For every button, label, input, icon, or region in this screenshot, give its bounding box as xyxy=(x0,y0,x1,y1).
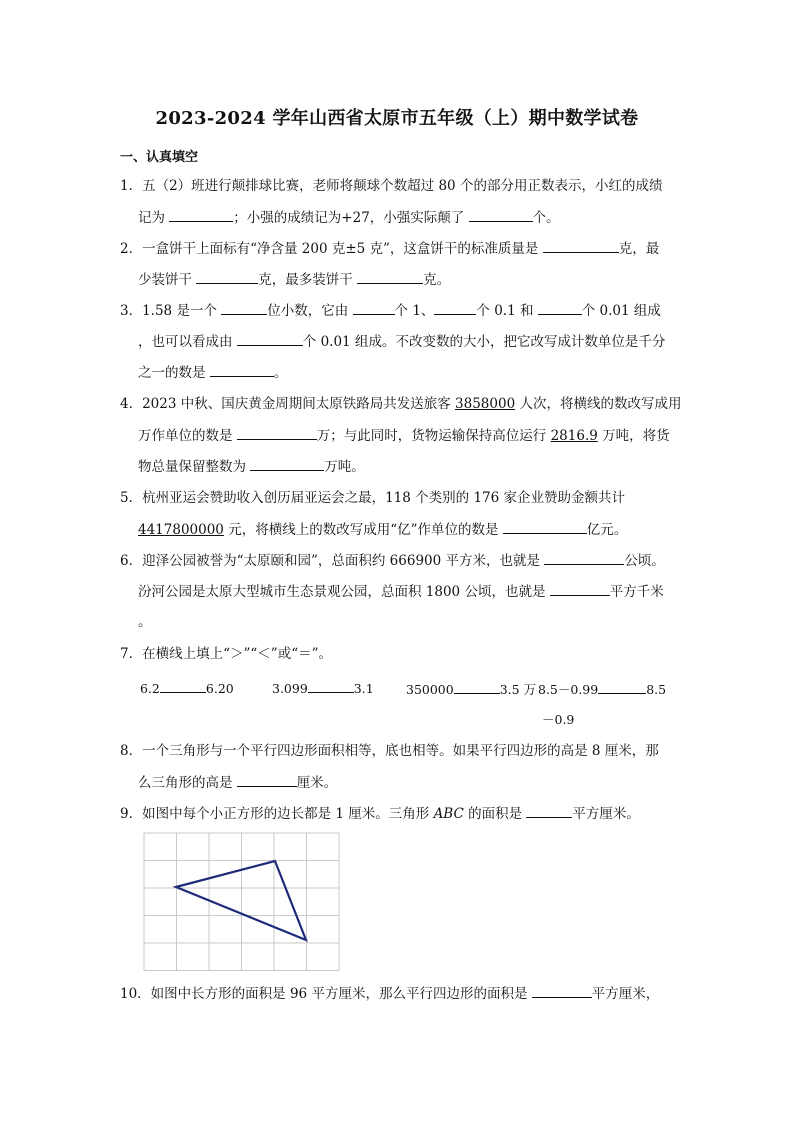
q7-compare-1: 6.2 6.20 xyxy=(140,681,234,696)
q1-line2: 记为 ；小强的成绩记为+27，小强实际颠了 个。 xyxy=(138,207,560,228)
q4-blank1[interactable] xyxy=(237,425,317,440)
grid-triangle-svg xyxy=(143,832,343,972)
q4-line3: 物总量保留整数为 万吨。 xyxy=(138,456,365,477)
q9-line1: 9．如图中每个小正方形的边长都是 1 厘米。三角形 ABC 的面积是 平方厘米。 xyxy=(120,803,640,824)
q4-line2: 万作单位的数是 万；与此同时，货物运输保持高位运行 2816.9 万吨，将货 xyxy=(138,425,670,446)
q2-line1: 2．一盒饼干上面标有“净含量 200 克±5 克”，这盒饼干的标准质量是 克，最 xyxy=(120,238,659,259)
q10-blank1[interactable] xyxy=(532,983,592,998)
q8-line2: 么三角形的高是 厘米。 xyxy=(138,772,337,793)
q3-blank1[interactable] xyxy=(221,300,267,315)
q3-line3: 之一的数是 。 xyxy=(138,362,287,383)
q7-blank2[interactable] xyxy=(308,680,354,693)
q2-line2: 少装饼干 克，最多装饼干 克。 xyxy=(138,269,450,290)
page-title: 2023-2024 学年山西省太原市五年级（上）期中数学试卷 xyxy=(155,108,639,129)
q7-blank1[interactable] xyxy=(160,680,206,693)
q7-compare-4-cont: －0.9 xyxy=(542,712,575,727)
q5-blank1[interactable] xyxy=(503,519,587,534)
q2-blank3[interactable] xyxy=(357,269,423,284)
q3-blank2[interactable] xyxy=(353,300,395,315)
q6-line1: 6．迎泽公园被誉为“太原颐和园”，总面积约 666900 平方米，也就是 公顷。 xyxy=(120,550,665,571)
q7-compare-3: 350000 3.5 万 xyxy=(406,682,537,697)
q7-compare-4: 8.5－0.99 8.5 xyxy=(538,682,667,697)
q7-blank4[interactable] xyxy=(598,681,646,694)
q2-blank2[interactable] xyxy=(196,269,258,284)
q3-line1: 3．1.58 是一个 位小数，它由 个 1、 个 0.1 和 个 0.01 组成 xyxy=(120,300,661,321)
q3-line2: ，也可以看成由 个 0.01 组成。不改变数的大小，把它改写成计数单位是千分 xyxy=(138,331,665,352)
q7-line1: 7．在横线上填上“＞”“＜”或“＝”。 xyxy=(120,646,332,662)
q6-line3: 。 xyxy=(138,614,152,630)
q5-line1: 5．杭州亚运会赞助收入创历届亚运会之最，118 个类别的 176 家企业赞助金额共计 xyxy=(120,490,625,506)
q1-blank2[interactable] xyxy=(469,207,533,222)
q3-blank5[interactable] xyxy=(237,331,303,346)
q9-blank1[interactable] xyxy=(526,803,572,818)
q1-line1: 1．五（2）班进行颠排球比赛，老师将颠球个数超过 80 个的部分用正数表示，小红的成绩 xyxy=(120,178,663,194)
section-heading: 一、认真填空 xyxy=(120,150,199,165)
q4-blank2[interactable] xyxy=(250,456,324,471)
q8-blank1[interactable] xyxy=(237,772,297,787)
q1-blank1[interactable] xyxy=(169,207,233,222)
q3-blank4[interactable] xyxy=(538,300,582,315)
q8-line1: 8．一个三角形与一个平行四边形面积相等，底也相等。如果平行四边形的高是 8 厘米，那 xyxy=(120,743,659,759)
q5-line2: 4417800000 元，将横线上的数改写成用“亿”作单位的数是 亿元。 xyxy=(138,519,627,540)
q6-line2: 汾河公园是太原大型城市生态景观公园，总面积 1800 公顷，也就是 平方千米 xyxy=(138,581,664,602)
grid-triangle-figure xyxy=(143,832,343,972)
q3-blank6[interactable] xyxy=(210,362,274,377)
q3-blank3[interactable] xyxy=(434,300,476,315)
q7-compare-2: 3.099 3.1 xyxy=(272,681,374,696)
q4-line1: 4．2023 中秋、国庆黄金周期间太原铁路局共发送旅客 3858000 人次，将横线的数改写成用 xyxy=(120,396,682,412)
q2-blank1[interactable] xyxy=(543,238,619,253)
q6-blank1[interactable] xyxy=(544,550,624,565)
q7-blank3[interactable] xyxy=(454,681,500,694)
grid-lines xyxy=(144,833,339,971)
q10-line1: 10．如图中长方形的面积是 96 平方厘米，那么平行四边形的面积是 平方厘米， xyxy=(120,983,659,1004)
q6-blank2[interactable] xyxy=(550,581,610,596)
